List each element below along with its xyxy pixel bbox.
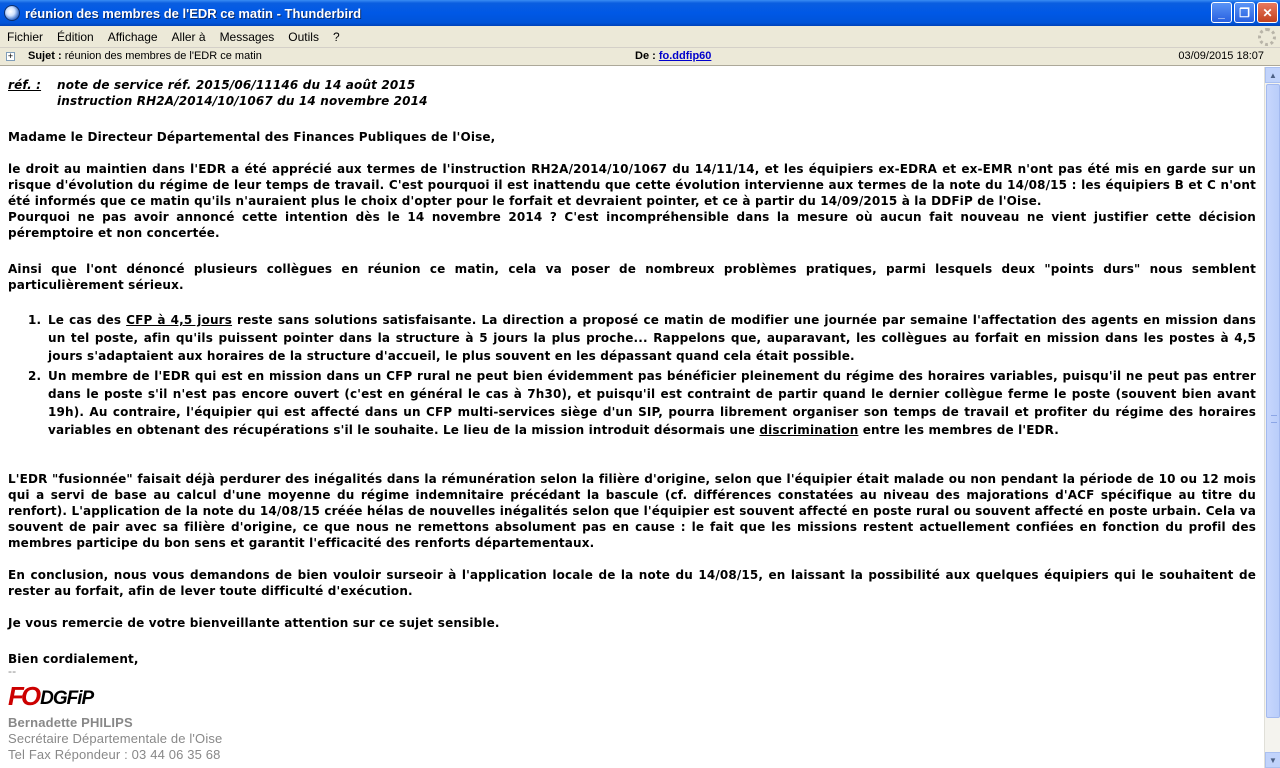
thunderbird-icon (4, 5, 20, 21)
greeting: Madame le Directeur Départemental des Finances Publiques de l'Oise, (8, 130, 496, 144)
activity-throbber-icon (1258, 28, 1276, 46)
reference-1: note de service réf. 2015/06/11146 du 14 août 2015 (57, 78, 416, 92)
scroll-down-icon[interactable]: ▼ (1265, 752, 1280, 768)
menu-messages[interactable]: Messages (219, 29, 275, 44)
window-controls (1211, 2, 1278, 23)
signature-name: Bernadette PHILIPS (8, 715, 133, 730)
points-list (28, 311, 1256, 439)
paragraph-4: L'EDR "fusionnée" faisait déjà perdurer des inégalités dans la rémunération selon la filière d'origine, selon que l'équipier était malade ou non pendant la période de 10 ou 12 mois qui a servi de base au calcul d'une moyenne du régime indemnitaire précédant la bascule (cf. différences constatées au niveau des majorations d'ACF spécifique au titre du renfort). L'application de la note du 14/08/15 créée hélas de nouvelles inégalités selon que l'équipier est souvent affecté en poste rural ou souvent affecté en poste urbain. Cela va souvent de pair avec sa filière d'origine, ce que nous ne remettons absolument pas en cause : le fait que les missions restent actuellement confiées en fonction du profil des membres participe du bon sens et garantit l'efficacité des renforts départementaux. (8, 472, 1256, 550)
reference-label: réf. : (8, 78, 42, 92)
signature-separator: -- (8, 664, 17, 678)
subject-line (28, 50, 262, 62)
paragraph-1: le droit au maintien dans l'EDR a été apprécié aux termes de l'instruction RH2A/2014/10/1067 du 14/11/14, et les équipiers ex-EDRA et ex-EMR n'ont pas été mis en garde sur un risque d'évolution du régime de leur temps de travail. C'est pourquoi il est inattendu que cette évolution intervienne aux termes de la note du 14/08/15 : les équipiers B et C n'ont été informés que ce matin qu'ils n'auraient plus le choix d'opter pour le forfait et devraient pointer, et ce à partir du 14/09/2015 à la DDFiP de l'Oise. (8, 162, 1256, 208)
from-line (635, 50, 711, 62)
list-item: 1. Le cas des CFP à 4,5 jours reste sans solutions satisfaisante. La direction a proposé ce matin de modifier une journée par semaine l'affectation des agents en mission dans un tel poste, afin qu'ils puissent pointer dans la structure à 5 jours la plus proche... Rappelons que, auparavant, les collègues au forfait en mission dans les postes à 4,5 jours s'adaptaient aux horaires de la structure d'accueil, le plus souvent en les dépassant quand cela était possible. (28, 313, 1256, 363)
menu-bar (0, 26, 1280, 48)
paragraph-6: Je vous remercie de votre bienveillante attention sur ce sujet sensible. (8, 616, 500, 630)
paragraph-2: Pourquoi ne pas avoir annoncé cette intention dès le 14 novembre 2014 ? C'est incompréhensible dans la mesure où aucun fait nouveau ne vient justifier cette décision péremptoire et non concertée. (8, 210, 1256, 240)
minimize-button[interactable]: _ (1211, 2, 1232, 23)
menu-edition[interactable]: Édition (57, 29, 94, 44)
menu-outils[interactable]: Outils (288, 29, 319, 44)
close-button[interactable]: ✕ (1257, 2, 1278, 23)
message-body (0, 67, 1264, 768)
signature-role: Secrétaire Départementale de l'Oise (8, 731, 223, 746)
fo-dgfip-logo (8, 680, 222, 710)
reference-2: instruction RH2A/2014/10/1067 du 14 novembre 2014 (57, 94, 428, 108)
paragraph-5: En conclusion, nous vous demandons de bien vouloir surseoir à l'application locale de la note du 14/08/15, en laissant la possibilité aux quelques équipiers qui le souhaitent de rester au forfait, afin de lever toute difficulté d'exécution. (8, 568, 1256, 598)
menu-help[interactable]: ? (332, 29, 340, 44)
subject-value: réunion des membres de l'EDR ce matin (64, 50, 262, 62)
from-link[interactable]: fo.ddfip60 (658, 50, 712, 62)
scroll-up-icon[interactable]: ▲ (1265, 67, 1280, 83)
reference-row-2 (8, 93, 1256, 109)
date-value: 03/09/2015 18:07 (1178, 50, 1264, 62)
from-label: De : (635, 50, 656, 62)
subject-label: Sujet : (28, 50, 62, 62)
scroll-thumb[interactable] (1266, 84, 1280, 718)
logo-fo-text: FO (8, 681, 39, 711)
paragraph-3: Ainsi que l'ont dénoncé plusieurs collègues en réunion ce matin, cela va poser de nombreux problèmes pratiques, parmi lesquels deux "points durs" nous semblent particulièrement sérieux. (8, 262, 1256, 292)
signature-phone: Tel Fax Répondeur : 03 44 06 35 68 (8, 747, 221, 762)
message-header (0, 48, 1280, 66)
title-bar (0, 0, 1280, 26)
maximize-button[interactable]: ❐ (1234, 2, 1255, 23)
underlined-text: CFP à 4,5 jours (126, 313, 233, 327)
signature (8, 664, 222, 763)
underlined-text: discrimination (759, 423, 859, 437)
menu-fichier[interactable]: Fichier (7, 29, 44, 44)
vertical-scrollbar[interactable] (1264, 67, 1280, 768)
reference-row-1 (8, 77, 1256, 93)
list-item: 2. Un membre de l'EDR qui est en mission dans un CFP rural ne peut bien évidemment pas bénéficier pleinement du régime des horaires variables, puisqu'il ne peut pas entrer dans le poste s'il n'est pas encore ouvert (c'est en général le cas à 7h30), et puisqu'il est contraint de partir quand le dernier collègue ferme le poste (souvent bien avant 19h). Au contraire, l'équipier qui est affecté dans un CFP multi-services siège d'un SIP, pourra librement organiser son temps de travail et profiter du régime des horaires variables en obtenant des récupérations s'il le souhaite. Le lieu de la mission introduit désormais une discrimination entre les membres de l'EDR. (28, 369, 1256, 437)
logo-dgfip-text: DGFiP (40, 688, 94, 709)
menu-affichage[interactable]: Affichage (107, 29, 158, 44)
window-title: réunion des membres de l'EDR ce matin - Thunderbird (25, 5, 362, 21)
expand-header-icon[interactable]: + (7, 51, 14, 61)
menu-aller-a[interactable]: Aller à (171, 29, 206, 44)
closing: Bien cordialement, (8, 652, 139, 666)
